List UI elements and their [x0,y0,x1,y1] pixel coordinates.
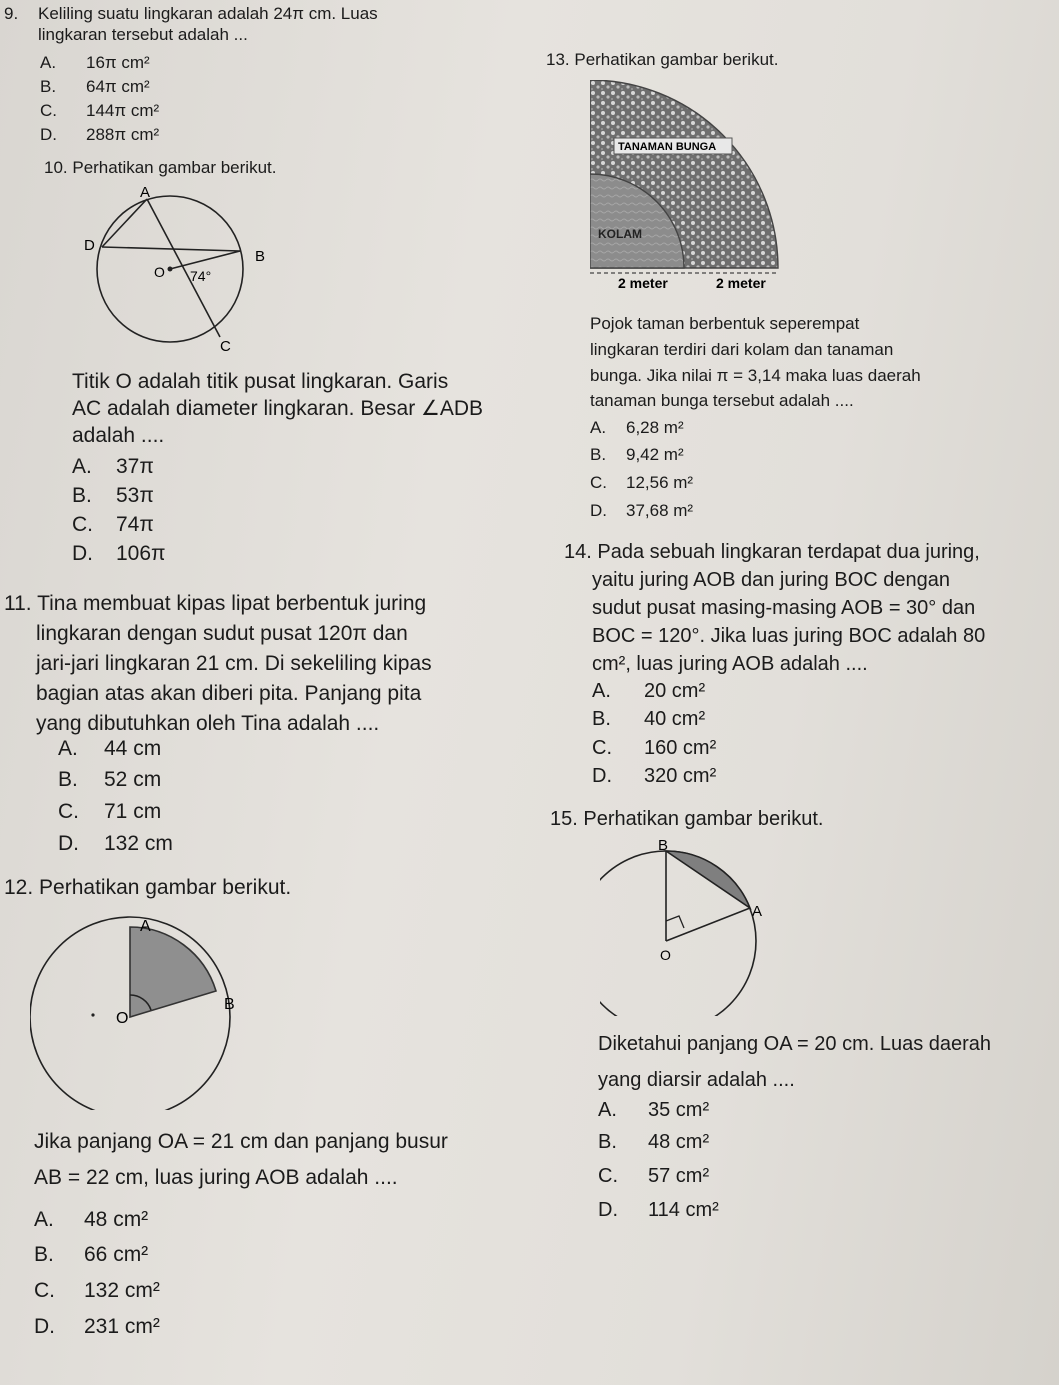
q15-circle [600,851,756,1016]
q13-garden-label: TANAMAN BUNGA [618,141,717,153]
q10-label-b: B [255,248,266,265]
q11-option-d[interactable]: 132 cm [104,832,173,855]
q13-stem-line3: bunga. Jika nilai π = 3,14 maka luas daerah [590,366,921,385]
q12-option-c[interactable]: 132 cm² [84,1279,160,1302]
q13-option-a-letter: A. [590,418,607,437]
q15-option-d-letter: D. [598,1199,618,1221]
q12-stem-line1: Jika panjang OA = 21 cm dan panjang busur [34,1130,448,1153]
q9-option-a-letter: A. [40,53,57,72]
q12-option-d-letter: D. [34,1315,55,1338]
q11-stem-line5: yang dibutuhkan oleh Tina adalah .... [36,712,380,735]
q13-stem-line1: Pojok taman berbentuk seperempat [590,314,860,333]
q10-option-c-letter: C. [72,513,93,536]
q15-header: 15. Perhatikan gambar berikut. [550,808,824,830]
q14-option-b-letter: B. [592,708,611,730]
q12-option-a-letter: A. [34,1208,54,1231]
q11-option-d-letter: D. [58,832,79,855]
q13-option-b[interactable]: 9,42 m² [626,445,684,464]
q11-stem-line3: jari-jari lingkaran 21 cm. Di sekeliling kipas [36,652,432,675]
q12-label-a: A [140,918,151,935]
q13-option-d[interactable]: 37,68 m² [626,501,694,520]
q10-label-d: D [84,237,95,254]
q13-stem-line2: lingkaran terdiri dari kolam dan tanaman [590,340,894,359]
q10-option-d-letter: D. [72,542,93,565]
q12-circle-figure [30,905,270,1110]
q12-option-b-letter: B. [34,1243,54,1266]
q11-stem-line4: bagian atas akan diberi pita. Panjang pita [36,682,422,705]
q14-stem-line3: sudut pusat masing-masing AOB = 30° dan [592,597,976,619]
q13-option-d-letter: D. [590,501,607,520]
q15-option-b[interactable]: 48 cm² [648,1131,710,1153]
q11-option-b[interactable]: 52 cm [104,768,162,791]
q10-stem-line2: AC adalah diameter lingkaran. Besar ∠ADB [72,397,484,420]
q11-option-c-letter: C. [58,800,79,823]
q13-option-a[interactable]: 6,28 m² [626,418,684,437]
q9-stem-line1: Keliling suatu lingkaran adalah 24π cm. Luas [38,4,378,23]
q13-option-c[interactable]: 12,56 m² [626,473,694,492]
q10-option-a-letter: A. [72,455,92,478]
q13-option-b-letter: B. [590,445,607,464]
q14-option-a[interactable]: 20 cm² [644,680,706,702]
q12-label-o: O [116,1010,129,1027]
q13-dim-label-2: 2 meter [716,275,766,291]
q10-option-c[interactable]: 74π [116,513,154,536]
q10-radius-ob [170,251,240,269]
q15-label-o: O [660,947,671,963]
q12-option-d[interactable]: 231 cm² [84,1315,160,1338]
q13-pool-label: KOLAM [598,227,642,241]
q11-stem-line1: 11. Tina membuat kipas lipat berbentuk juring [4,592,427,615]
q9-option-d-letter: D. [40,125,57,144]
q15-circle-figure [600,836,775,1016]
q9-option-c-letter: C. [40,101,57,120]
q9-stem-line2: lingkaran tersebut adalah ... [38,25,248,44]
q9-option-a[interactable]: 16π cm² [86,53,150,72]
q15-right-angle-mark [666,916,684,928]
q15-shaded-segment [666,851,750,908]
q15-option-a-letter: A. [598,1099,617,1121]
q10-stem-line3: adalah .... [72,424,165,447]
q15-label-a: A [752,903,763,920]
q12-header: 12. Perhatikan gambar berikut. [4,876,292,899]
q9-number: 9. [4,4,19,23]
q15-option-a[interactable]: 35 cm² [648,1099,710,1121]
q10-option-b[interactable]: 53π [116,484,154,507]
q15-stem-line1: Diketahui panjang OA = 20 cm. Luas daerah [598,1033,992,1055]
q10-label-c: C [220,338,231,355]
q10-chord-db [102,247,240,251]
q14-option-d[interactable]: 320 cm² [644,765,717,787]
q10-header: 10. Perhatikan gambar berikut. [44,158,277,177]
q9-option-b-letter: B. [40,77,57,96]
q10-option-d[interactable]: 106π [116,542,166,565]
q11-option-a-letter: A. [58,737,78,760]
q10-circle-figure [70,185,310,365]
q10-label-o: O [154,264,165,280]
q9-option-c[interactable]: 144π cm² [86,101,160,120]
q11-option-b-letter: B. [58,768,78,791]
q15-option-d[interactable]: 114 cm² [648,1199,719,1221]
q10-stem-line1: Titik O adalah titik pusat lingkaran. Garis [72,370,449,393]
q13-header: 13. Perhatikan gambar berikut. [546,50,779,69]
q10-label-angle: 74° [190,268,212,284]
q14-stem-line1: 14. Pada sebuah lingkaran terdapat dua juring, [564,541,980,563]
q11-option-a[interactable]: 44 cm [104,737,162,760]
q13-stem-line4: tanaman bunga tersebut adalah .... [590,391,854,410]
q9-option-b[interactable]: 64π cm² [86,77,150,96]
q14-option-d-letter: D. [592,765,612,787]
q10-chord-da [102,199,147,247]
q13-garden-figure [590,80,810,295]
q14-option-a-letter: A. [592,680,611,702]
q11-stem-line2: lingkaran dengan sudut pusat 120π dan [36,622,408,645]
q14-stem-line2: yaitu juring AOB dan juring BOC dengan [592,569,950,591]
q12-label-b: B [224,996,235,1013]
q14-option-b[interactable]: 40 cm² [644,708,706,730]
q14-stem-line5: cm², luas juring AOB adalah .... [592,653,868,675]
q14-option-c-letter: C. [592,737,612,759]
q12-stem-line2: AB = 22 cm, luas juring AOB adalah .... [34,1166,398,1189]
q13-dim-label-1: 2 meter [618,275,668,291]
q11-option-c[interactable]: 71 cm [104,800,162,823]
q9-option-d[interactable]: 288π cm² [86,125,160,144]
q12-shaded-sector [130,927,216,1017]
q12-option-b[interactable]: 66 cm² [84,1243,149,1266]
q15-stem-line2: yang diarsir adalah .... [598,1069,795,1091]
q13-option-c-letter: C. [590,473,607,492]
q15-option-b-letter: B. [598,1131,617,1153]
q10-center-point [168,267,173,272]
q10-option-a[interactable]: 37π [116,455,154,478]
q14-option-c[interactable]: 160 cm² [644,737,717,759]
q10-option-b-letter: B. [72,484,92,507]
q12-option-c-letter: C. [34,1279,55,1302]
q12-dot [91,1013,94,1016]
q15-radius-oa [666,908,750,941]
q12-option-a[interactable]: 48 cm² [84,1208,149,1231]
q14-stem-line4: BOC = 120°. Jika luas juring BOC adalah 80 [592,625,986,647]
q15-label-b: B [658,837,669,854]
q15-option-c-letter: C. [598,1165,618,1187]
q10-label-a: A [140,185,151,201]
q15-option-c[interactable]: 57 cm² [648,1165,710,1187]
